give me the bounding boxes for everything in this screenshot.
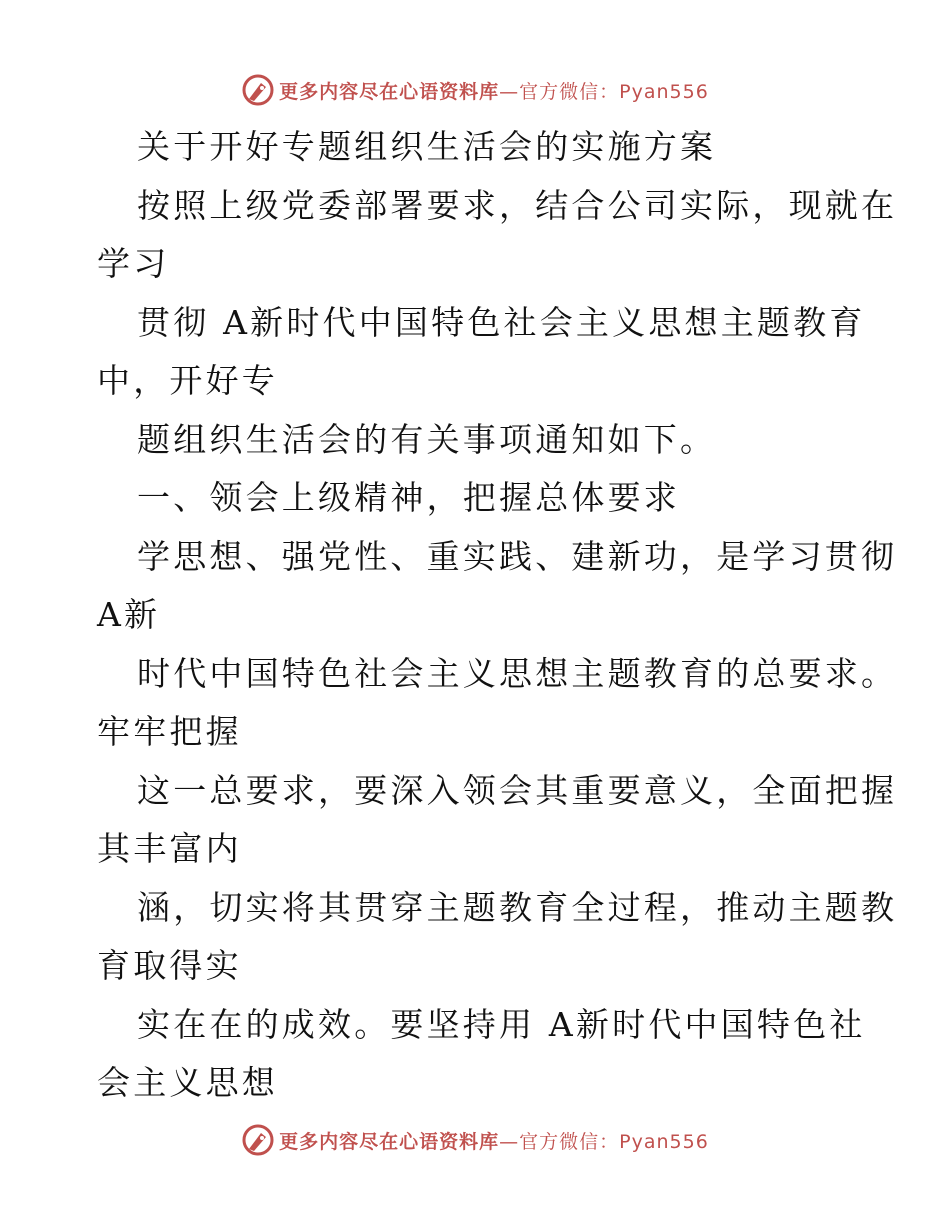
document-body: [97, 118, 898, 1113]
fountain-pen-seal-icon: [241, 73, 275, 107]
paragraph: 这一总要求，要深入领会其重要意义，全面把握 其丰富内: [97, 770, 898, 868]
paragraph: 贯彻 A新时代中国特色社会主义思想主题教育 中，开好专: [97, 302, 866, 400]
paragraph: 题组织生活会的有关事项通知如下。: [137, 419, 717, 459]
section-heading: 一、领会上级精神，把握总体要求: [137, 478, 680, 517]
watermark-text: 更多内容尽在心语资料库—官方微信：Pyan556: [279, 80, 709, 103]
paragraph: 学思想、强党性、重实践、建新功，是学习贯彻 A新: [97, 536, 898, 634]
paragraph: 涵，切实将其贯穿主题教育全过程，推动主题教 育取得实: [97, 887, 898, 985]
paragraph: 实在在的成效。要坚持用 A新时代中国特色社 会主义思想: [97, 1004, 866, 1102]
paragraph-title: 关于开好专题组织生活会的实施方案: [137, 127, 717, 166]
paragraph: 时代中国特色社会主义思想主题教育的总要求。 牢牢把握: [97, 653, 898, 751]
fountain-pen-seal-icon: [241, 1123, 275, 1157]
watermark-text: 更多内容尽在心语资料库—官方微信：Pyan556: [279, 1130, 709, 1153]
header-watermark-banner: [0, 70, 950, 110]
paragraph: 按照上级党委部署要求，结合公司实际，现就在 学习: [97, 185, 898, 283]
footer-watermark-banner: [0, 1120, 950, 1160]
